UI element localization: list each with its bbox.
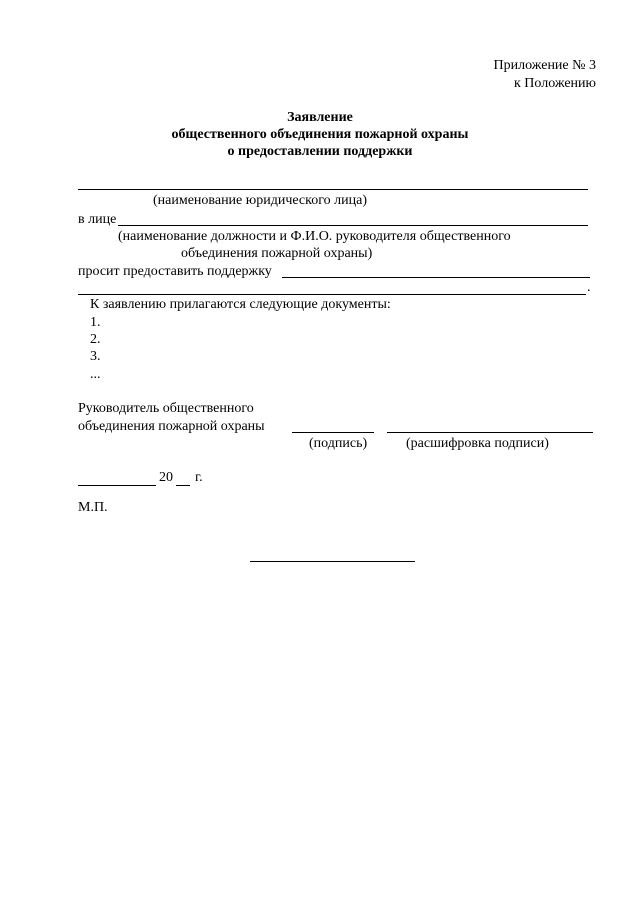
date-field[interactable]	[78, 485, 156, 486]
stamp-place-label: М.П.	[78, 500, 108, 515]
documents-intro: К заявлению прилагаются следующие документы:	[90, 297, 391, 312]
appendix-number: Приложение № 3	[493, 58, 596, 73]
legal-entity-caption: (наименование юридического лица)	[153, 193, 367, 208]
signature-field[interactable]	[292, 432, 374, 433]
appendix-reference: к Положению	[513, 76, 596, 91]
signature-transcript-caption: (расшифровка подписи)	[406, 436, 549, 451]
document-item: 2.	[90, 332, 101, 347]
representative-caption-2: объединения пожарной охраны)	[181, 246, 373, 261]
representative-caption-1: (наименование должности и Ф.И.О. руководителя общественного	[118, 229, 511, 244]
date-year-suffix: г.	[195, 470, 203, 485]
document-item: 1.	[90, 315, 101, 330]
support-request-end-mark: .	[587, 280, 591, 295]
support-request-label: просит предоставить поддержку	[78, 264, 272, 279]
signature-caption: (подпись)	[309, 436, 368, 451]
date-year-field[interactable]	[176, 485, 190, 486]
form-subtitle-1: общественного объединения пожарной охраны	[171, 127, 469, 142]
support-request-field-continued[interactable]	[78, 294, 586, 295]
represented-by-label: в лице	[78, 212, 117, 227]
representative-field[interactable]	[118, 225, 588, 226]
form-title: Заявление	[287, 110, 353, 125]
document-item: 3.	[90, 349, 101, 364]
signatory-role-1: Руководитель общественного	[78, 401, 254, 416]
support-request-field[interactable]	[282, 277, 590, 278]
document-item-ellipsis: ...	[90, 367, 101, 382]
legal-entity-field[interactable]	[78, 189, 588, 190]
form-subtitle-2: о предоставлении поддержки	[227, 144, 413, 159]
closing-separator	[250, 561, 415, 562]
signatory-role-2: объединения пожарной охраны	[78, 419, 265, 434]
signature-transcript-field[interactable]	[387, 432, 593, 433]
date-year-prefix: 20	[159, 470, 173, 485]
